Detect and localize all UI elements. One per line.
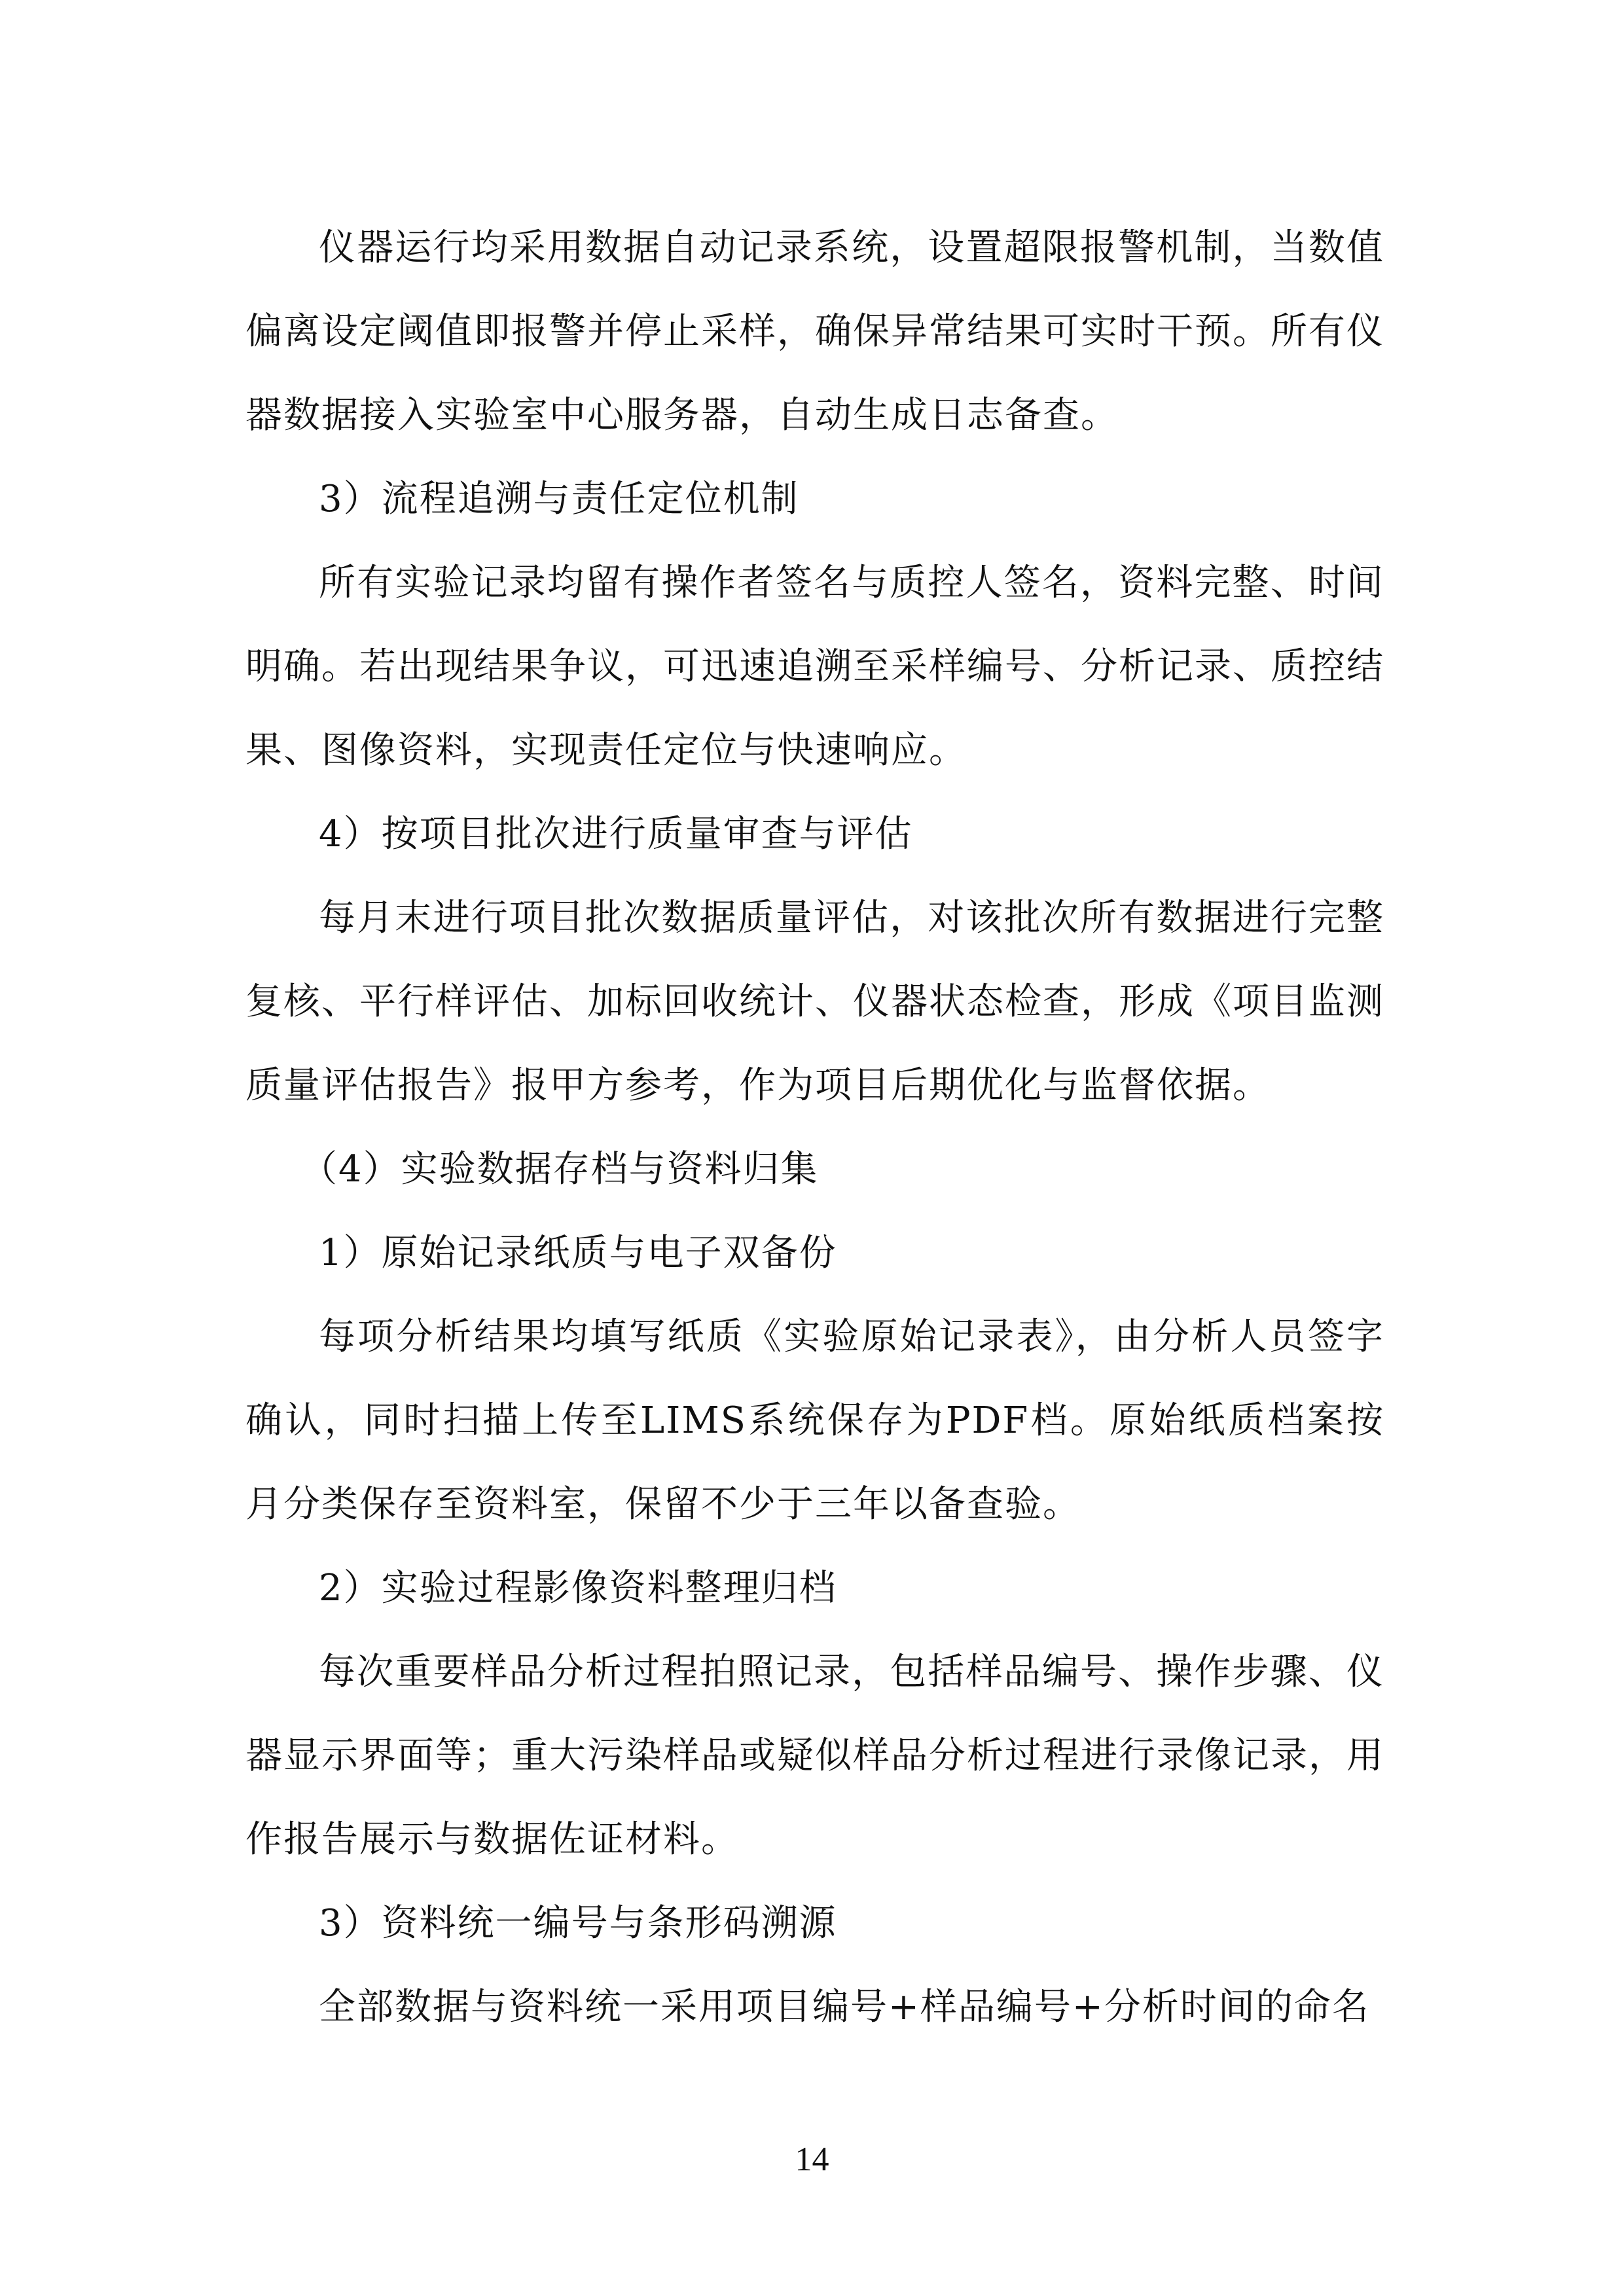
paragraph-record-signatures: 所有实验记录均留有操作者签名与质控人签名，资料完整、时间明确。若出现结果争议，可迅速追溯至采样编号、分析记录、质控结果、图像资料，实现责任定位与快速响应。	[245, 562, 1384, 772]
paragraph-instrument-recording: 仪器运行均采用数据自动记录系统，设置超限报警机制，当数值偏离设定阈值即报警并停止采样，确保异常结果可实时干预。所有仪器数据接入实验室中心服务器，自动生成日志备查。	[245, 226, 1384, 437]
paragraph-original-records: 每项分析结果均填写纸质《实验原始记录表》，由分析人员签字确认，同时扫描上传至LIMS系统保存为PDF档。原始纸质档案按月分类保存至资料室，保留不少于三年以备查验。	[245, 1316, 1384, 1526]
page-content	[245, 206, 1384, 2049]
paragraph-monthly-assessment: 每月末进行项目批次数据质量评估，对该批次所有数据进行完整复核、平行样评估、加标回收统计、仪器状态检查，形成《项目监测质量评估报告》报甲方参考，作为项目后期优化与监督依据。	[245, 897, 1384, 1107]
page-number: 14	[795, 2141, 829, 2178]
heading-image-archiving: 2）实验过程影像资料整理归档	[319, 1567, 837, 1609]
section-heading-data-archiving: （4）实验数据存档与资料归集	[300, 1148, 819, 1191]
heading-process-traceability: 3）流程追溯与责任定位机制	[319, 478, 799, 520]
heading-barcode-traceability: 3）资料统一编号与条形码溯源	[319, 1902, 837, 1945]
paragraph-unified-naming: 全部数据与资料统一采用项目编号+样品编号+分析时间的命名	[319, 1986, 1370, 2028]
paragraph-photo-records: 每次重要样品分析过程拍照记录，包括样品编号、操作步骤、仪器显示界面等；重大污染样品或疑似样品分析过程进行录像记录，用作报告展示与数据佐证材料。	[245, 1651, 1384, 1861]
heading-dual-backup: 1）原始记录纸质与电子双备份	[319, 1232, 837, 1274]
heading-batch-quality-review: 4）按项目批次进行质量审查与评估	[319, 813, 913, 855]
